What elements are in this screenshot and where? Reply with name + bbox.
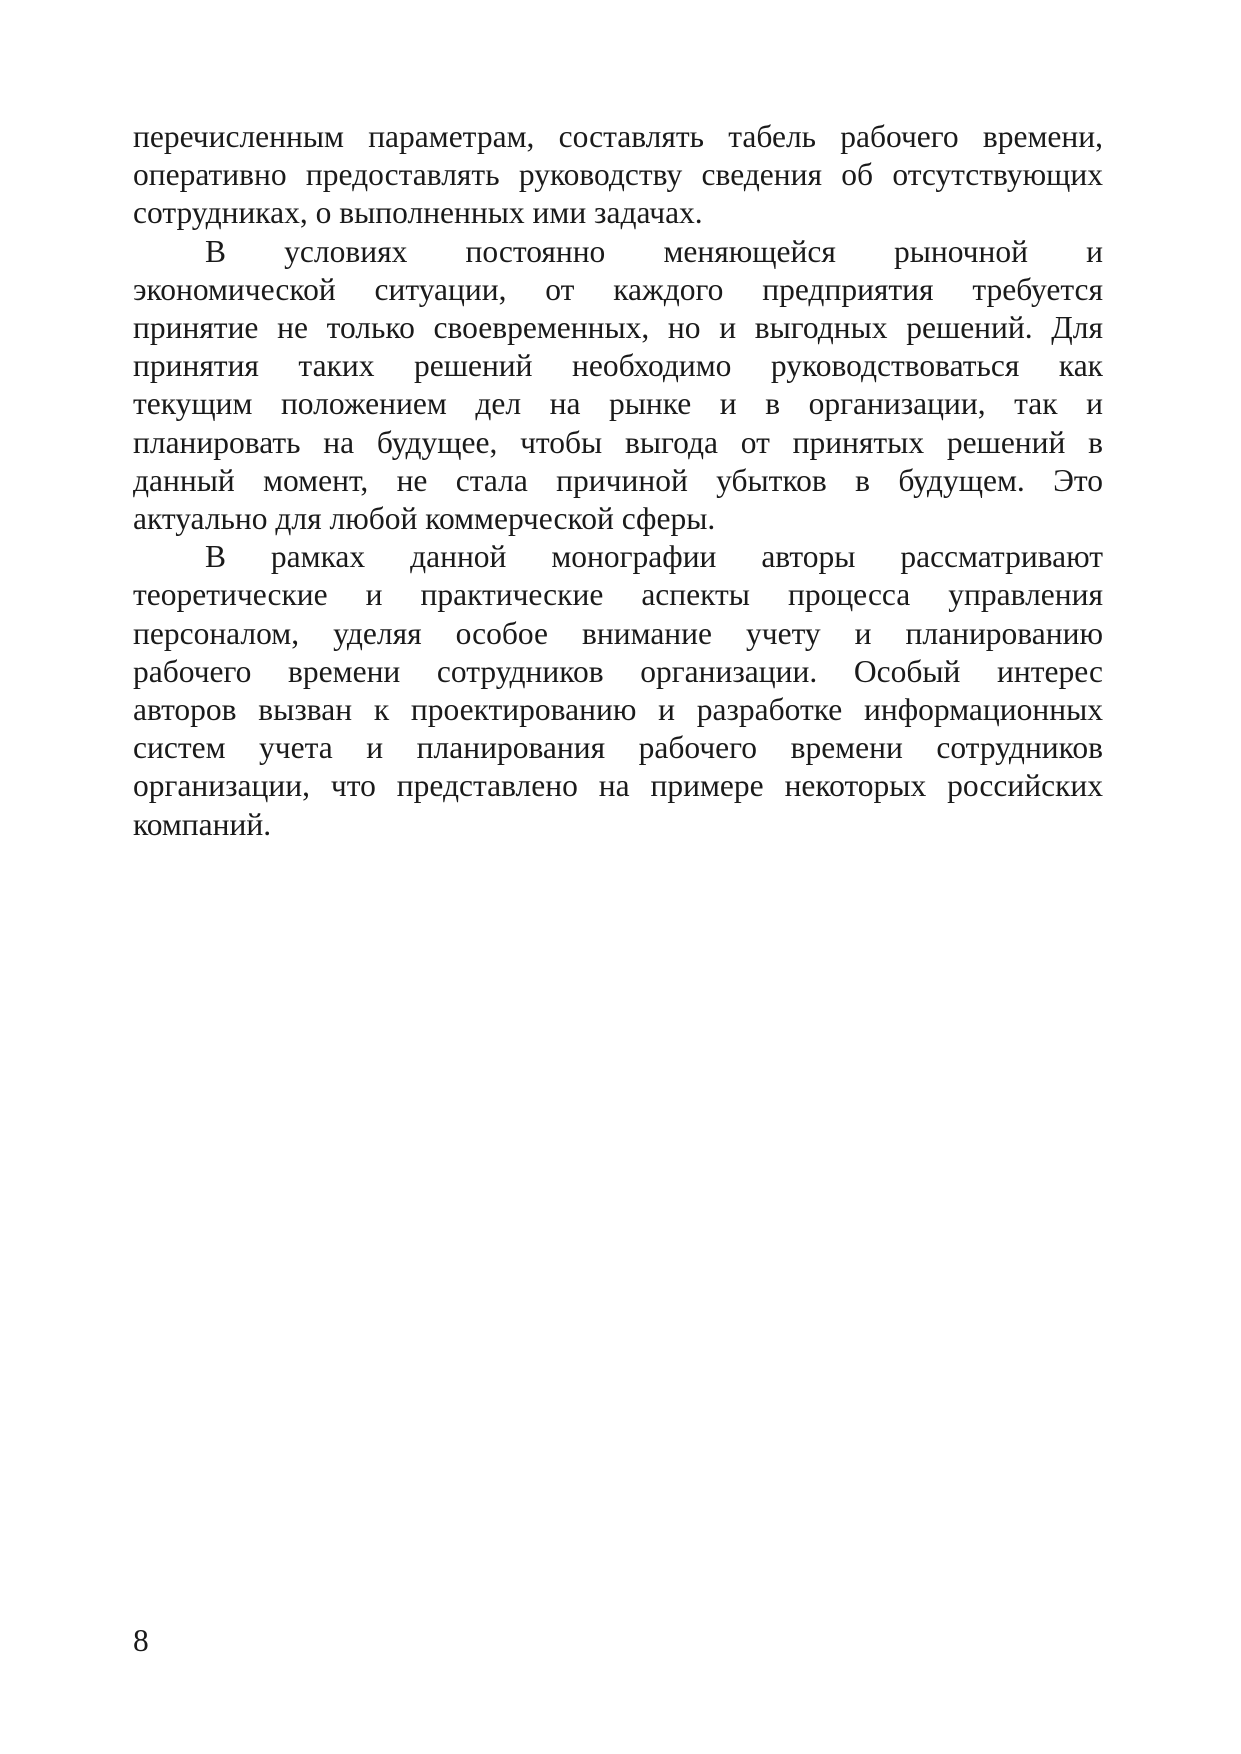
text-line: рабочего времени сотрудников организации. Особый интерес xyxy=(133,653,1103,689)
text-line: персоналом, уделяя особое внимание учету и планированию xyxy=(133,615,1103,651)
paragraph-market-situation xyxy=(133,233,1103,539)
page-number: 8 xyxy=(133,1623,149,1658)
paragraph-monograph-scope xyxy=(133,538,1103,844)
text-line: В условиях постоянно меняющейся рыночной и xyxy=(205,233,1103,269)
body-text xyxy=(133,118,1103,844)
text-line: систем учета и планирования рабочего времени сотрудников xyxy=(133,730,1103,766)
text-line: принятие не только своевременных, но и выгодных решений. Для xyxy=(133,310,1103,346)
text-line: теоретические и практические аспекты процесса управления xyxy=(133,577,1103,613)
text-line: авторов вызван к проектированию и разработке информационных xyxy=(133,692,1103,728)
text-line: планировать на будущее, чтобы выгода от принятых решений в xyxy=(133,424,1103,460)
text-line: сотрудниках, о выполненных ими задачах. xyxy=(133,195,703,231)
text-line: текущим положением дел на рынке и в организации, так и xyxy=(133,386,1103,422)
text-line: актуально для любой коммерческой сферы. xyxy=(133,501,716,537)
paragraph-continuation xyxy=(133,118,1103,233)
text-line: компаний. xyxy=(133,806,272,842)
text-line: экономической ситуации, от каждого предприятия требуется xyxy=(133,271,1103,307)
text-line: перечисленным параметрам, составлять табель рабочего времени, xyxy=(133,119,1103,154)
text-line: В рамках данной монографии авторы рассматривают xyxy=(205,539,1103,575)
text-line: принятия таких решений необходимо руководствоваться как xyxy=(133,348,1103,384)
text-line: оперативно предоставлять руководству сведения об отсутствующих xyxy=(133,157,1103,193)
text-line: данный момент, не стала причиной убытков в будущем. Это xyxy=(133,462,1103,498)
text-line: организации, что представлено на примере некоторых российских xyxy=(133,768,1103,804)
